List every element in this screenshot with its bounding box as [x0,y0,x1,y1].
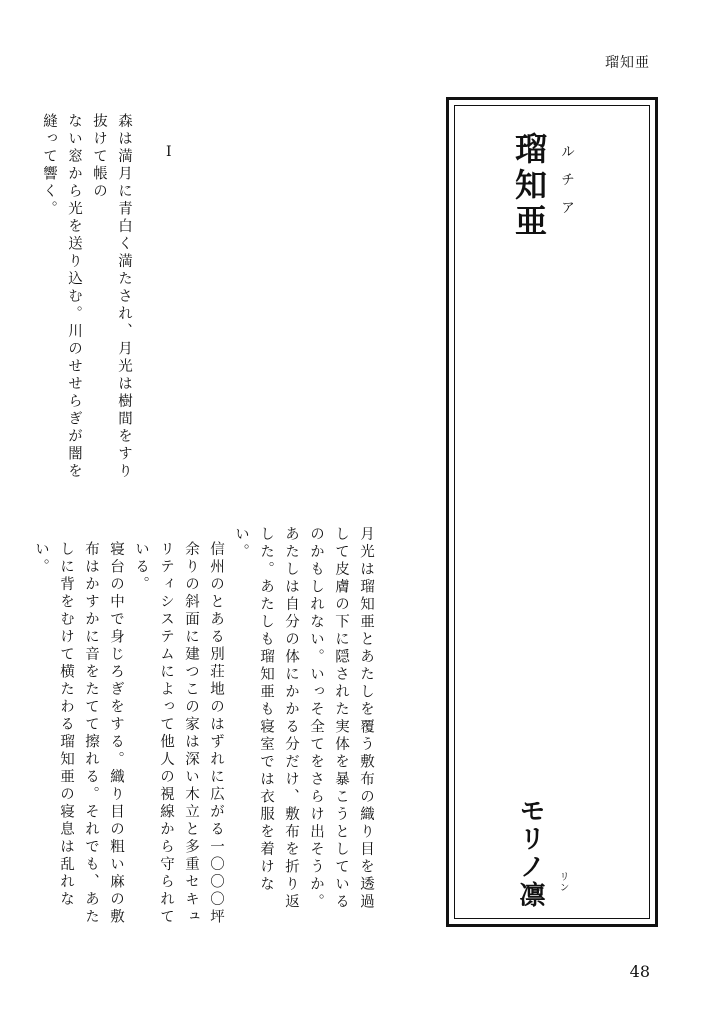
author-ruby: リン [557,871,568,893]
paragraph: 寝台の中で身じろぎをする。織り目の粗い麻の敷布はかすかに音をたてて擦れる。それでも、あたしに背をむけて横たわる瑠知亜の寝息は乱れない。 [33,540,124,926]
running-head: 瑠知亜 [605,55,650,71]
title-box [446,97,658,927]
author-name: モリノ凛 [515,797,545,909]
paragraph: ない窓から光を送り込む。川のせせらぎが闇を縫って響く。 [41,113,82,481]
story-title-ruby: ルチア [559,144,575,228]
paragraph: 月光は瑠知亜とあたしを覆う敷布の織り目を透過して皮膚の下に隠された実体を暴こうとしているのかもしれない。いっそ全てをさらけ出そうか。あたしは自分の体にかかる分だけ、敷布を折り返した。あたしも瑠知亜も寝室では衣服を着けない。 [233,526,374,911]
section-number: I [166,144,172,160]
bottom-section-text [28,526,378,926]
title-box-inner-frame [454,105,650,919]
page-number: 48 [629,962,650,981]
top-section-text [36,113,136,493]
paragraph: 森は満月に青白く満たされ、月光は樹間をすり抜けて帳の [91,113,132,481]
paragraph: 信州のとある別荘地のはずれに広がる一〇〇〇坪余りの斜面に建つこの家は深い木立と多重セキュリティシステムによって他人の視線から守られている。 [133,540,224,926]
story-title: 瑠知亜 [510,132,548,240]
